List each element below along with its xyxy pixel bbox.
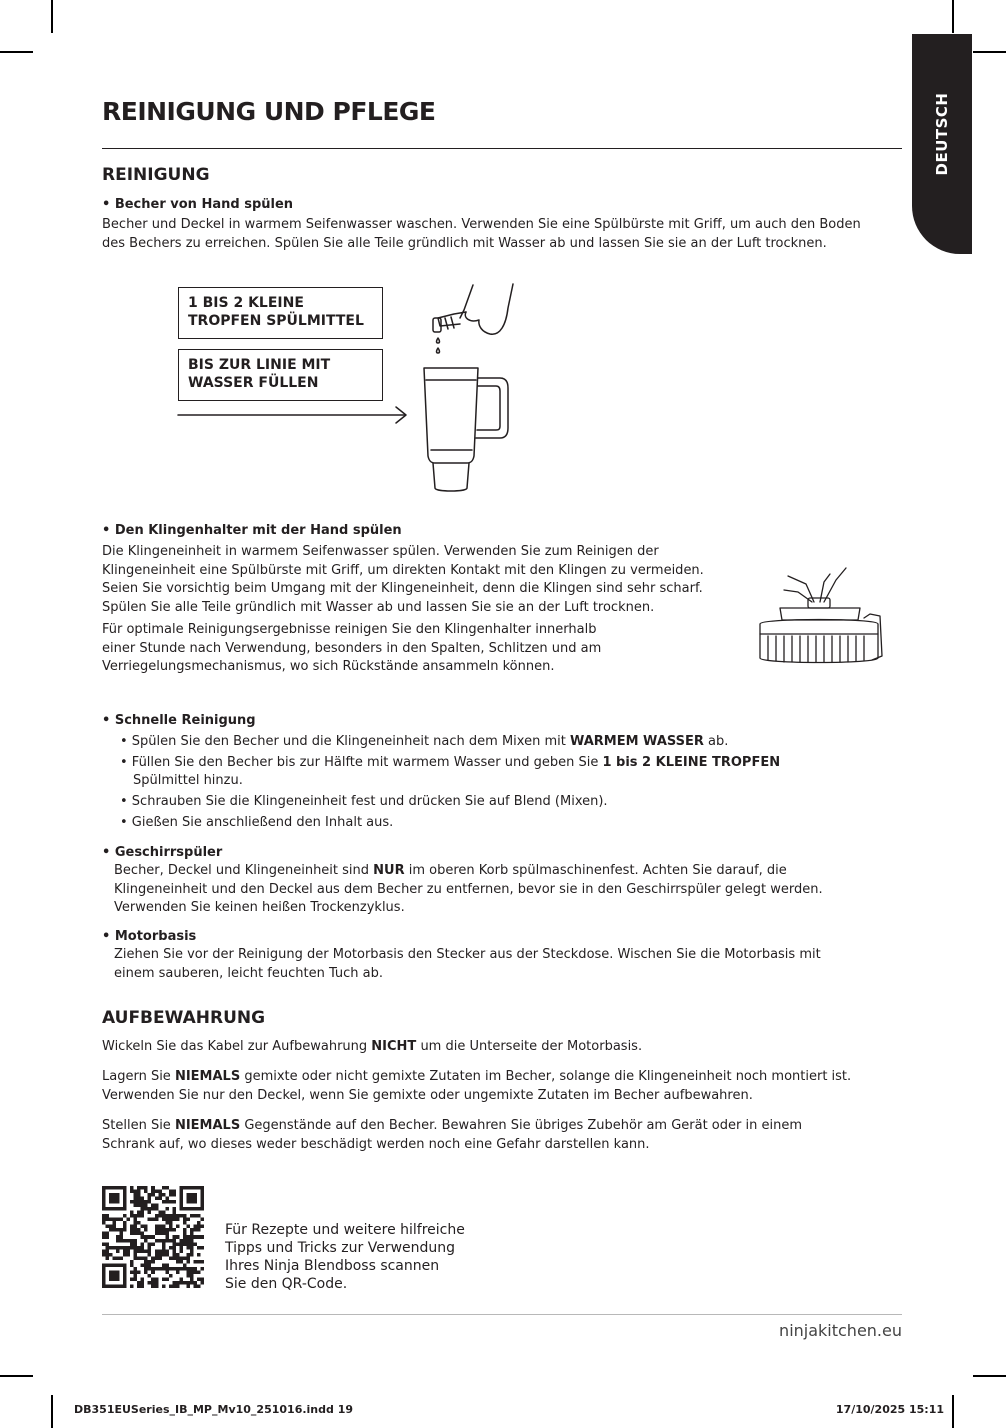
blade-assembly-illustration — [752, 562, 888, 668]
crop-mark — [973, 51, 1006, 53]
text-line: Seien Sie vorsichtig beim Umgang mit der Klingeneinheit, denn die Klingen sind sehr scharf. — [102, 581, 703, 596]
cup-base — [433, 463, 469, 491]
section-heading-cleaning: REINIGUNG — [102, 165, 210, 185]
crop-mark — [51, 1395, 53, 1428]
crop-mark — [973, 1375, 1006, 1377]
blade — [824, 568, 846, 602]
section-heading-storage: AUFBEWAHRUNG — [102, 1008, 266, 1028]
drop — [437, 338, 440, 343]
text-line: Die Klingeneinheit in warmem Seifenwasser spülen. Verwenden Sie zum Reinigen der — [102, 544, 659, 559]
language-tab — [912, 34, 972, 254]
text-run: • Spülen Sie den Becher und die Klingeneinheit nach dem Mixen mit — [120, 734, 570, 749]
cup-body — [424, 368, 478, 463]
qr-caption — [225, 1221, 465, 1293]
text-run-bold: NIEMALS — [174, 1069, 241, 1084]
text-line — [102, 1068, 851, 1087]
text-run-bold: NICHT — [371, 1039, 417, 1054]
text-run: Gegenstände auf den Becher. Bewahren Sie übriges Zubehör am Gerät oder in einem — [240, 1118, 802, 1133]
text-run-bold: WARMEM WASSER — [569, 734, 704, 749]
text-line: einer Stunde nach Verwendung, besonders in den Spalten, Schlitzen und am — [102, 640, 602, 656]
blade-optimal-cleaning-text — [102, 621, 601, 677]
blade-hub — [808, 598, 830, 608]
subheading-motor-base: • Motorbasis — [102, 929, 197, 944]
text-run: um die Unterseite der Motorbasis. — [416, 1039, 643, 1054]
blade-holder-base — [760, 620, 878, 663]
motor-base-text — [114, 946, 821, 983]
quick-clean-step: • Schrauben Sie die Klingeneinheit fest und drücken Sie auf Blend (Mixen). — [120, 794, 608, 809]
text-run-bold: NIEMALS — [174, 1118, 241, 1133]
subheading-cup-hand-wash: • Becher von Hand spülen — [102, 197, 294, 212]
text-line: Verwenden Sie keinen heißen Trockenzyklus. — [114, 900, 405, 915]
text-line: Klingeneinheit eine Spülbürste mit Griff, um direkten Kontakt mit den Klingen zu vermeiden. — [102, 562, 704, 578]
text-line: Tipps und Tricks zur Verwendung — [225, 1240, 456, 1256]
text-line: Spülen Sie alle Teile gründlich mit Wasser ab und lassen Sie sie an der Luft trocknen. — [102, 599, 655, 615]
crop-mark — [0, 1375, 33, 1377]
blade-wash-text — [102, 543, 704, 617]
text-line: des Bechers zu erreichen. Spülen Sie alle Teile gründlich mit Wasser ab und lassen Sie sie an der Luft trocknen. — [102, 235, 827, 251]
text-run: Becher, Deckel und Klingeneinheit sind — [114, 863, 374, 878]
cup-wash-text — [102, 216, 861, 253]
dishwasher-text — [114, 862, 823, 918]
text-run: • Füllen Sie den Becher bis zur Hälfte mit warmem Wasser und geben Sie — [120, 755, 603, 770]
footer-divider — [102, 1314, 902, 1315]
hand-outline — [465, 284, 513, 334]
crop-mark — [0, 51, 33, 53]
subheading-dishwasher: • Geschirrspüler — [102, 845, 223, 860]
text-line: Verwenden Sie nur den Deckel, wenn Sie gemixte oder ungemixte Zutaten im Becher aufbewahren. — [102, 1087, 753, 1103]
text-line: Becher und Deckel in warmem Seifenwasser waschen. Verwenden Sie eine Spülbürste mit Griff, um auch den Boden — [102, 217, 861, 232]
title-divider — [102, 148, 902, 149]
text-line: einem sauberen, leicht feuchten Tuch ab. — [114, 965, 384, 981]
storage-cord-text — [102, 1038, 642, 1057]
label-line: TROPFEN SPÜLMITTEL — [188, 313, 364, 329]
website-link[interactable]: ninjakitchen.eu — [779, 1321, 902, 1340]
text-run: ab. — [703, 734, 729, 749]
text-line — [102, 1117, 802, 1136]
cup-handle — [476, 378, 508, 438]
text-run-bold: NUR — [373, 863, 405, 878]
text-line: Verriegelungsmechanismus, wo sich Rückstände ansammeln können. — [102, 659, 555, 674]
text-run: Stellen Sie — [102, 1118, 175, 1133]
text-run: im oberen Korb spülmaschinenfest. Achten Sie darauf, die — [404, 863, 787, 878]
text-line: Ihres Ninja Blendboss scannen — [225, 1258, 440, 1274]
crop-mark — [952, 0, 954, 33]
text-line: Ziehen Sie vor der Reinigung der Motorbasis den Stecker aus der Steckdose. Wischen Sie die Motorbasis mit — [114, 947, 821, 962]
blade-holder-top — [780, 608, 860, 620]
subheading-blade-hand-wash: • Den Klingenhalter mit der Hand spülen — [102, 523, 402, 538]
crop-mark — [51, 0, 53, 33]
text-line — [114, 862, 823, 881]
drop — [437, 348, 440, 353]
subheading-quick-clean: • Schnelle Reinigung — [102, 713, 256, 728]
label-line: BIS ZUR LINIE MIT — [188, 357, 331, 373]
quick-clean-step — [120, 754, 780, 773]
label-line: 1 BIS 2 KLEINE — [188, 295, 304, 311]
text-line: Für optimale Reinigungsergebnisse reinigen Sie den Klingenhalter innerhalb — [102, 622, 597, 637]
print-slug-file: DB351EUSeries_IB_MP_Mv10_251016.indd 19 — [74, 1403, 354, 1416]
text-run-bold: 1 bis 2 KLEINE TROPFEN — [602, 755, 781, 770]
language-tab-label: DEUTSCH — [933, 92, 951, 176]
cup-cleaning-illustration — [170, 280, 530, 500]
cup-handle — [477, 386, 500, 430]
quick-clean-step-continued: Spülmittel hinzu. — [133, 773, 243, 788]
page-title: REINIGUNG UND PFLEGE — [102, 97, 436, 126]
qr-code[interactable] — [102, 1186, 204, 1288]
storage-objects-text — [102, 1117, 802, 1154]
text-run: gemixte oder nicht gemixte Zutaten im Becher, solange die Klingeneinheit noch montiert ist. — [240, 1069, 852, 1084]
quick-clean-step: • Gießen Sie anschließend den Inhalt aus. — [120, 815, 394, 830]
text-line: Schrank auf, wo dieses weder beschädigt werden noch eine Gefahr darstellen kann. — [102, 1136, 650, 1152]
text-line: Sie den QR-Code. — [225, 1276, 348, 1292]
crop-mark — [952, 1395, 954, 1428]
storage-ingredients-text — [102, 1068, 851, 1105]
label-line: WASSER FÜLLEN — [188, 375, 319, 391]
quick-clean-step — [120, 733, 728, 752]
text-line: Klingeneinheit und den Deckel aus dem Becher zu entfernen, bevor sie in den Geschirrspüler gelegt werden. — [114, 881, 823, 897]
text-line: Für Rezepte und weitere hilfreiche — [225, 1222, 465, 1238]
text-run: Wickeln Sie das Kabel zur Aufbewahrung — [102, 1039, 372, 1054]
text-run: Lagern Sie — [102, 1069, 175, 1084]
print-slug-date: 17/10/2025 15:11 — [835, 1403, 944, 1416]
